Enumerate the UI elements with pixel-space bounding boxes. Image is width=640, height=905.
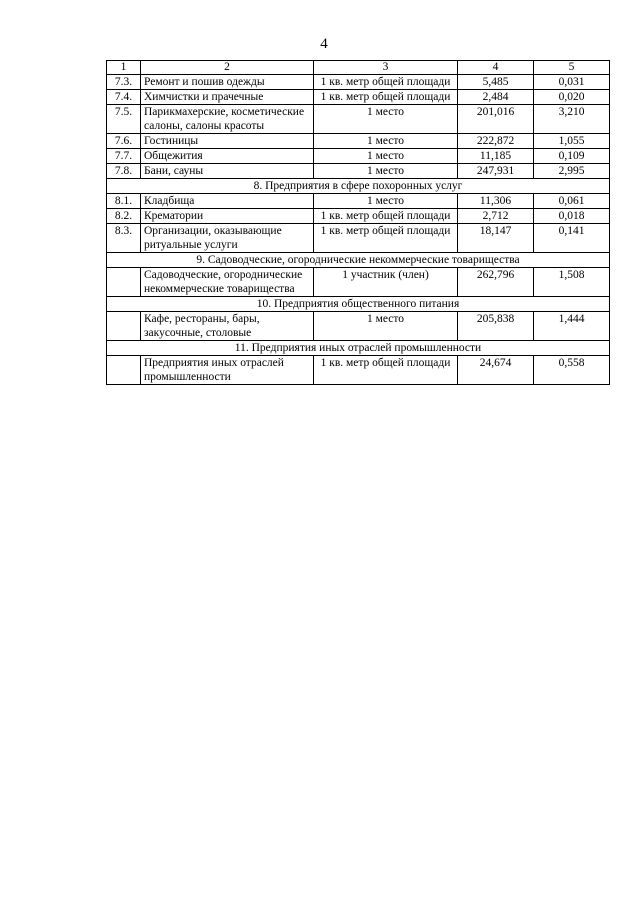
row-value: 24,674 <box>458 356 534 385</box>
header-cell-5: 5 <box>534 61 610 75</box>
row-value: 205,838 <box>458 312 534 341</box>
row-name: Садоводческие, огороднические некоммерческие товарищества <box>141 268 314 297</box>
section-title: 8. Предприятия в сфере похоронных услуг <box>107 179 610 194</box>
section-row <box>107 297 610 312</box>
row-unit: 1 место <box>314 105 458 134</box>
section-title: 11. Предприятия иных отраслей промышленности <box>107 341 610 356</box>
section-title: 10. Предприятия общественного питания <box>107 297 610 312</box>
row-number: 8.3. <box>107 224 141 253</box>
header-cell-3: 3 <box>314 61 458 75</box>
row-number: 7.8. <box>107 164 141 179</box>
row-value: 2,712 <box>458 209 534 224</box>
table-body <box>107 61 610 385</box>
row-name: Общежития <box>141 149 314 164</box>
row-value: 11,306 <box>458 194 534 209</box>
row-value: 5,485 <box>458 75 534 90</box>
section-row <box>107 253 610 268</box>
table-header-row <box>107 61 610 75</box>
row-rate: 3,210 <box>534 105 610 134</box>
table-row <box>107 356 610 385</box>
row-number: 7.4. <box>107 90 141 105</box>
table-row <box>107 164 610 179</box>
row-unit: 1 участник (член) <box>314 268 458 297</box>
row-unit: 1 место <box>314 149 458 164</box>
row-unit: 1 кв. метр общей площади <box>314 90 458 105</box>
row-rate: 0,031 <box>534 75 610 90</box>
row-value: 18,147 <box>458 224 534 253</box>
row-unit: 1 кв. метр общей площади <box>314 209 458 224</box>
row-name: Бани, сауны <box>141 164 314 179</box>
row-rate: 1,508 <box>534 268 610 297</box>
row-rate: 0,109 <box>534 149 610 164</box>
row-unit: 1 место <box>314 134 458 149</box>
row-rate: 0,061 <box>534 194 610 209</box>
row-number: 7.7. <box>107 149 141 164</box>
row-number: 8.2. <box>107 209 141 224</box>
table-row <box>107 75 610 90</box>
row-value: 2,484 <box>458 90 534 105</box>
header-cell-2: 2 <box>141 61 314 75</box>
table-row <box>107 209 610 224</box>
page-number: 4 <box>320 36 328 52</box>
row-unit: 1 кв. метр общей площади <box>314 356 458 385</box>
row-rate: 0,558 <box>534 356 610 385</box>
table-row <box>107 312 610 341</box>
row-unit: 1 кв. метр общей площади <box>314 75 458 90</box>
row-number: 8.1. <box>107 194 141 209</box>
row-unit: 1 кв. метр общей площади <box>314 224 458 253</box>
row-number <box>107 312 141 341</box>
row-number: 7.3. <box>107 75 141 90</box>
row-value: 262,796 <box>458 268 534 297</box>
row-unit: 1 место <box>314 194 458 209</box>
row-rate: 0,020 <box>534 90 610 105</box>
section-title: 9. Садоводческие, огороднические некоммерческие товарищества <box>107 253 610 268</box>
table-row <box>107 105 610 134</box>
row-name: Организации, оказывающие ритуальные услуги <box>141 224 314 253</box>
row-value: 222,872 <box>458 134 534 149</box>
table-row <box>107 224 610 253</box>
table-row <box>107 90 610 105</box>
row-name: Парикмахерские, косметические салоны, салоны красоты <box>141 105 314 134</box>
section-row <box>107 179 610 194</box>
row-rate: 2,995 <box>534 164 610 179</box>
row-name: Крематории <box>141 209 314 224</box>
row-name: Ремонт и пошив одежды <box>141 75 314 90</box>
row-name: Химчистки и прачечные <box>141 90 314 105</box>
row-number <box>107 356 141 385</box>
row-rate: 0,018 <box>534 209 610 224</box>
table-row <box>107 194 610 209</box>
row-value: 11,185 <box>458 149 534 164</box>
row-rate: 1,444 <box>534 312 610 341</box>
header-cell-1: 1 <box>107 61 141 75</box>
table-row <box>107 134 610 149</box>
section-row <box>107 341 610 356</box>
row-rate: 0,141 <box>534 224 610 253</box>
row-name: Кафе, рестораны, бары, закусочные, столовые <box>141 312 314 341</box>
table-row <box>107 149 610 164</box>
row-name: Кладбища <box>141 194 314 209</box>
header-cell-4: 4 <box>458 61 534 75</box>
table-row <box>107 268 610 297</box>
row-rate: 1,055 <box>534 134 610 149</box>
row-name: Предприятия иных отраслей промышленности <box>141 356 314 385</box>
row-value: 201,016 <box>458 105 534 134</box>
row-unit: 1 место <box>314 164 458 179</box>
row-value: 247,931 <box>458 164 534 179</box>
row-number: 7.6. <box>107 134 141 149</box>
row-unit: 1 место <box>314 312 458 341</box>
norms-table <box>106 60 610 385</box>
row-number <box>107 268 141 297</box>
row-name: Гостиницы <box>141 134 314 149</box>
row-number: 7.5. <box>107 105 141 134</box>
